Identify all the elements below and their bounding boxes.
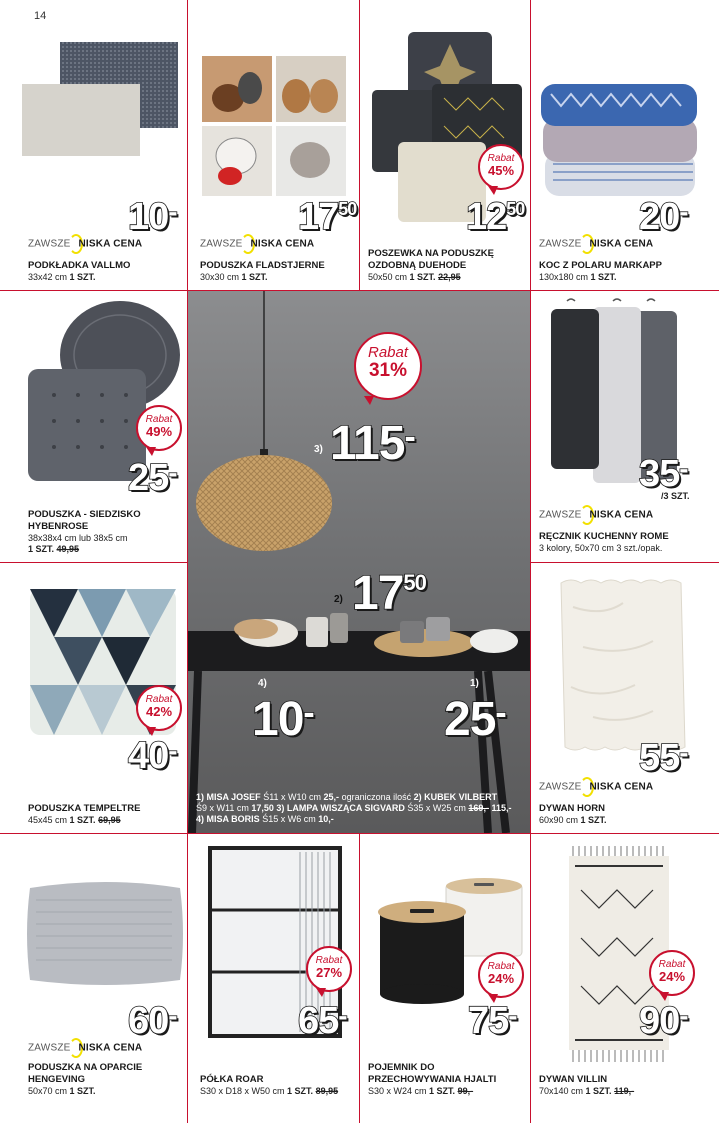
price-duehode: 1250	[466, 196, 525, 238]
feature-caption: 1) MISA JOSEF Ś11 x W10 cm 25,- ograniczona ilość 2) KUBEK VILBERT Ś9 x W11 cm 17,50 3) LAMPA WISZĄCA SIGVARD Ś35 x W25 cm 169,- 115,- 4) MISA BORIS Ś15 x W6 cm 10,-	[196, 792, 512, 824]
product-title: PÓŁKA ROAR	[200, 1074, 264, 1085]
product-desc: 3 kolory, 50x70 cm 3 szt./opak.	[539, 543, 663, 553]
unit-label: /3 SZT.	[661, 491, 690, 501]
price-lamp: 115-	[330, 417, 415, 470]
product-desc: 30x30 cm 1 SZT.	[200, 272, 268, 282]
fleece-blankets-image	[539, 80, 709, 200]
rabat-badge: Rabat 42%	[136, 685, 182, 731]
price-markapp: 20-	[639, 196, 688, 238]
product-duehode[interactable]	[360, 0, 530, 290]
product-title: PODKŁADKA VALLMO	[28, 260, 131, 271]
price-tempeltre: 40-	[128, 735, 177, 777]
zawsze-niska-cena-badge: ZAWSZE NISKA CENA	[539, 505, 653, 525]
rabat-badge: Rabat 24%	[478, 952, 524, 998]
product-title: PODUSZKA NA OPARCIE HENGEVING	[28, 1062, 143, 1085]
product-desc: 60x90 cm 1 SZT.	[539, 815, 607, 825]
product-desc: 50x70 cm 1 SZT.	[28, 1086, 96, 1096]
product-title: POJEMNIK DO PRZECHOWYWANIA HJALTI	[368, 1062, 497, 1085]
rabat-badge: Rabat 45%	[478, 144, 524, 190]
price-hengeving: 60-	[128, 1000, 177, 1042]
zawsze-niska-cena-badge: ZAWSZE NISKA CENA	[539, 777, 653, 797]
product-title: PODUSZKA FLADSTJERNE	[200, 260, 325, 271]
product-title: DYWAN VILLIN	[539, 1074, 608, 1085]
price-rome: 35-	[639, 453, 688, 495]
bowl-boris-number: 4)	[258, 678, 267, 689]
lamp-number: 3)	[314, 444, 323, 455]
rabat-badge-feature: Rabat 31%	[354, 332, 422, 400]
product-title: PODUSZKA - SIEDZISKO HYBENROSE	[28, 509, 141, 532]
fluffy-rug-image	[553, 577, 693, 755]
product-horn[interactable]	[531, 563, 719, 833]
bowl-josef-number: 1)	[470, 678, 479, 689]
price-villin: 90-	[639, 1000, 688, 1042]
rabat-badge: Rabat 49%	[136, 405, 182, 451]
placemat-image	[18, 38, 183, 158]
price-horn: 55-	[639, 737, 688, 779]
product-title: PODUSZKA TEMPELTRE	[28, 803, 141, 814]
price-bowl-josef: 25-	[444, 693, 506, 746]
product-villin[interactable]	[531, 834, 719, 1123]
page-number: 14	[34, 10, 47, 22]
price-fladstjerne: 1750	[298, 196, 357, 238]
price-roar: 65-	[298, 1000, 347, 1042]
price-mug: 1750	[352, 567, 426, 620]
zawsze-niska-cena-badge: ZAWSZE NISKA CENA	[539, 234, 653, 254]
product-desc: 70x140 cm 1 SZT. 119,-	[539, 1086, 635, 1096]
product-hengeving[interactable]	[0, 834, 187, 1123]
price-hjalti: 75-	[468, 1000, 517, 1042]
product-title: POSZEWKA NA PODUSZKĘ OZDOBNĄ DUEHODE	[368, 248, 494, 271]
product-rome[interactable]	[531, 291, 719, 562]
product-desc: 50x50 cm 1 SZT. 22,95	[368, 272, 461, 282]
product-markapp[interactable]	[531, 0, 719, 290]
mug-number: 2)	[334, 594, 343, 605]
back-cushion-image	[24, 878, 184, 988]
product-hybenrose[interactable]	[0, 291, 187, 562]
product-desc: 45x45 cm 1 SZT. 69,95	[28, 815, 121, 825]
product-title: KOC Z POLARU MARKAPP	[539, 260, 662, 271]
zawsze-niska-cena-badge: ZAWSZE NISKA CENA	[28, 1038, 142, 1058]
product-desc: S30 x D18 x W50 cm 1 SZT. 89,95	[200, 1086, 339, 1096]
product-desc: S30 x W24 cm 1 SZT. 99,-	[368, 1086, 474, 1096]
product-title: DYWAN HORN	[539, 803, 605, 814]
rabat-badge: Rabat 27%	[306, 946, 352, 992]
product-desc: 33x42 cm 1 SZT.	[28, 272, 96, 282]
product-vallmo[interactable]	[0, 0, 187, 290]
price-vallmo: 10-	[128, 196, 177, 238]
product-desc: 38x38x4 cm lub 38x5 cm 1 SZT. 49,95	[28, 533, 128, 554]
product-hjalti[interactable]	[360, 834, 530, 1123]
product-roar[interactable]	[188, 834, 359, 1123]
product-desc: 130x180 cm 1 SZT.	[539, 272, 617, 282]
product-fladstjerne[interactable]	[188, 0, 359, 290]
price-bowl-boris: 10-	[252, 693, 314, 746]
product-tempeltre[interactable]	[0, 563, 187, 833]
price-hybenrose: 25-	[128, 457, 177, 499]
zawsze-niska-cena-badge: ZAWSZE NISKA CENA	[200, 234, 314, 254]
zawsze-niska-cena-badge: ZAWSZE NISKA CENA	[28, 234, 142, 254]
rabat-badge: Rabat 24%	[649, 950, 695, 996]
product-title: RĘCZNIK KUCHENNY ROME	[539, 531, 669, 542]
pet-pillows-image	[200, 52, 350, 200]
